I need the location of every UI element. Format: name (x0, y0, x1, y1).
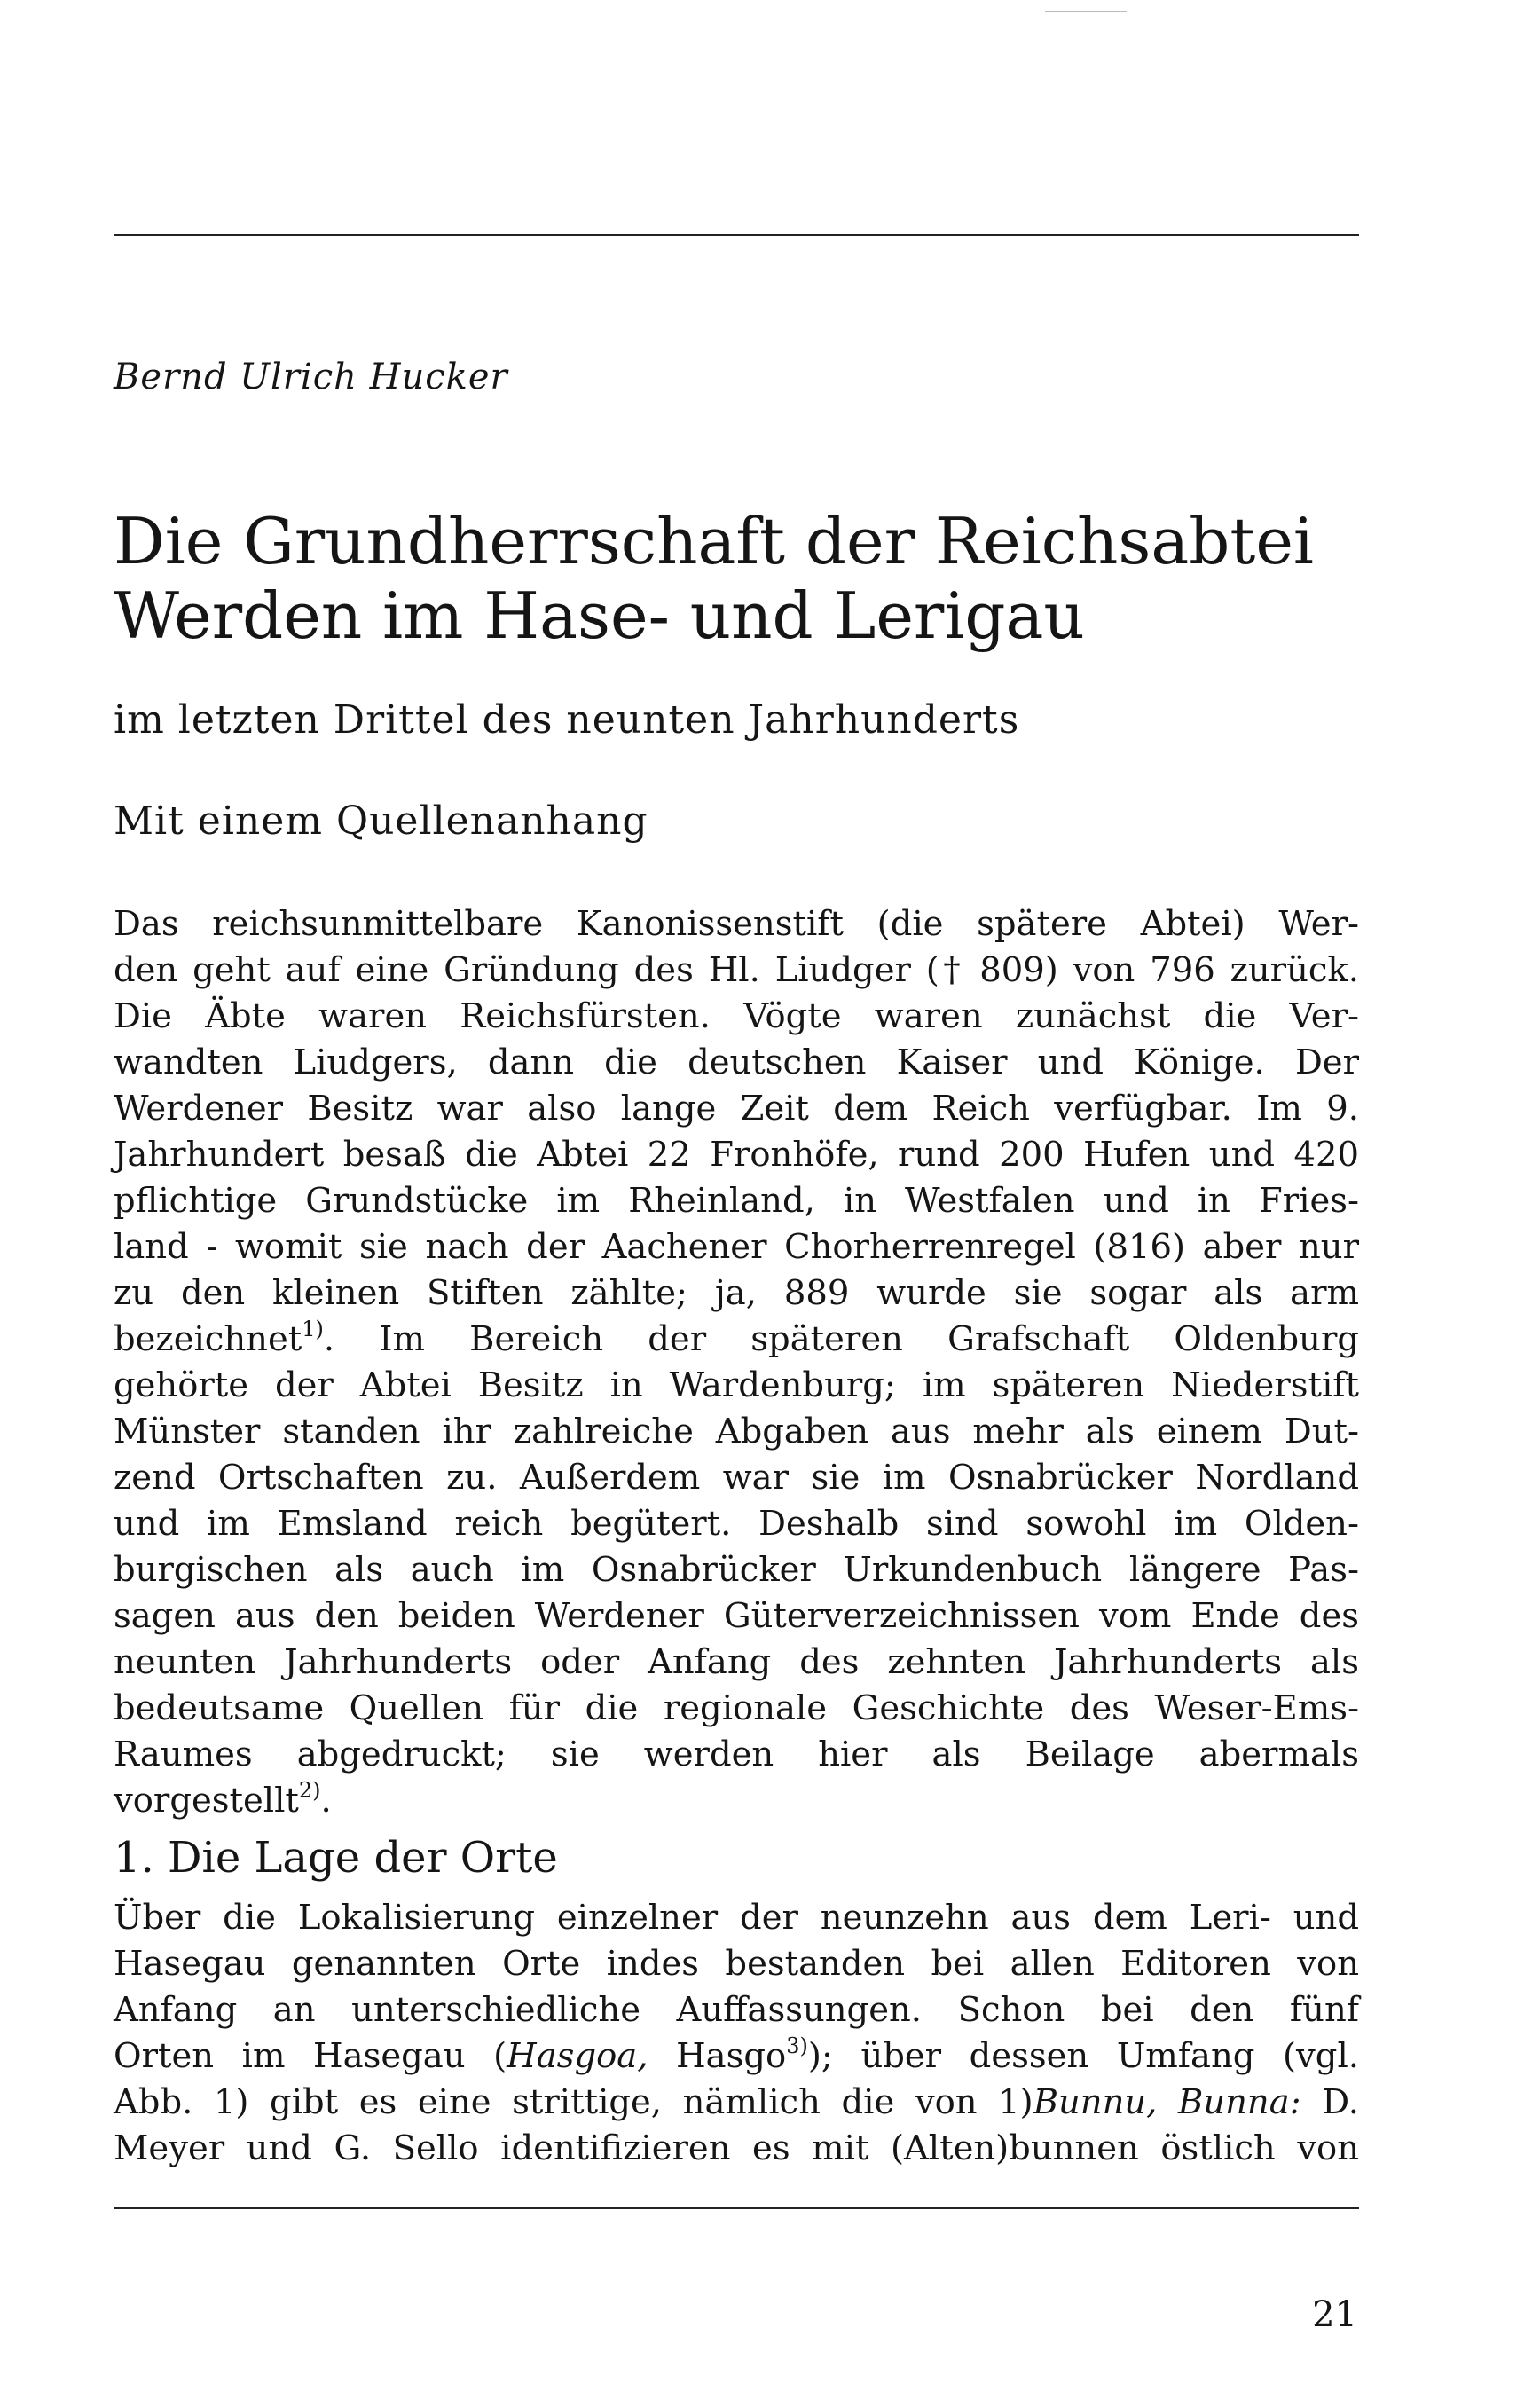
text-line: Das reichsunmittelbare Kanonissenstift (die spätere Abtei) Wer- (114, 904, 1359, 944)
text-run: . (320, 1781, 332, 1821)
text-line: Anfang an unterschiedliche Auffassungen. Schon bei den fünf (114, 1990, 1359, 2030)
text-run: Abb. 1) gibt es eine strittige, nämlich die von 1) (114, 2082, 1033, 2122)
section-heading: 1. Die Lage der Orte (114, 1833, 558, 1883)
text-run: bezeichnet (114, 1319, 302, 1359)
article-title (114, 504, 1391, 653)
text-line: Die Äbte waren Reichsfürsten. Vögte waren zunächst die Ver- (114, 996, 1359, 1036)
text-line (114, 1317, 1359, 1363)
text-line: zu den kleinen Stiften zählte; ja, 889 wurde sie sogar als arm (114, 1273, 1359, 1313)
italic-run: Bunnu, Bunna: (1033, 2082, 1301, 2122)
text-line: den geht auf eine Gründung des Hl. Liudger († 809) von 796 zurück. (114, 950, 1359, 990)
footnote-ref-2[interactable]: 2) (298, 1778, 321, 1803)
footnote-ref-3[interactable]: 3) (786, 2033, 808, 2058)
text-run: vorgestellt (114, 1781, 299, 1821)
text-line (114, 2080, 1359, 2126)
text-line (114, 2033, 1359, 2080)
text-line: Jahrhundert besaß die Abtei 22 Fronhöfe, rund 200 Hufen und 420 (114, 1135, 1359, 1175)
scan-mark (1045, 11, 1127, 12)
text-line: gehörte der Abtei Besitz in Wardenburg; im späteren Niederstift (114, 1365, 1359, 1405)
intro-paragraph (114, 901, 1359, 1824)
text-line: Münster standen ihr zahlreiche Abgaben aus mehr als einem Dut- (114, 1412, 1359, 1451)
title-line: Werden im Hase- und Lerigau (114, 578, 1085, 653)
top-rule (114, 234, 1359, 236)
text-line (114, 1778, 1359, 1824)
text-line: bedeutsame Quellen für die regionale Geschichte des Weser-Ems- (114, 1688, 1359, 1728)
text-run: Hasgo (648, 2036, 787, 2076)
text-line: burgischen als auch im Osnabrücker Urkundenbuch längere Pas- (114, 1550, 1359, 1590)
text-run: Orten im Hasegau ( (114, 2036, 507, 2076)
text-line: land - womit sie nach der Aachener Chorherrenregel (816) aber nur (114, 1227, 1359, 1267)
author-name: Bernd Ulrich Hucker (114, 357, 508, 397)
footnote-ref-1[interactable]: 1) (302, 1317, 324, 1341)
appendix-note: Mit einem Quellenanhang (114, 798, 648, 844)
italic-run: Hasgoa, (507, 2036, 648, 2076)
text-line: sagen aus den beiden Werdener Güterverzeichnissen vom Ende des (114, 1596, 1359, 1636)
text-run: D. (1300, 2082, 1359, 2122)
page-number: 21 (1312, 2294, 1357, 2335)
text-line: pflichtige Grundstücke im Rheinland, in Westfalen und in Fries- (114, 1181, 1359, 1221)
text-line: und im Emsland reich begütert. Deshalb sind sowohl im Olden- (114, 1504, 1359, 1544)
article-subtitle: im letzten Drittel des neunten Jahrhunderts (114, 697, 1020, 743)
text-line: Raumes abgedruckt; sie werden hier als Beilage abermals (114, 1734, 1359, 1774)
text-run: . Im Bereich der späteren Grafschaft Oldenburg (323, 1319, 1359, 1359)
text-line: Über die Lokalisierung einzelner der neunzehn aus dem Leri- und (114, 1898, 1359, 1938)
text-line: Werdener Besitz war also lange Zeit dem Reich verfügbar. Im 9. (114, 1089, 1359, 1129)
text-line: zend Ortschaften zu. Außerdem war sie im Osnabrücker Nordland (114, 1458, 1359, 1498)
text-line: Meyer und G. Sello identifizieren es mit (Alten)bunnen östlich von (114, 2128, 1359, 2168)
section-paragraph (114, 1895, 1359, 2172)
text-line: Hasegau genannten Orte indes bestanden bei allen Editoren von (114, 1944, 1359, 1984)
text-run: ); über dessen Umfang (vgl. (807, 2036, 1359, 2076)
text-line: neunten Jahrhunderts oder Anfang des zehnten Jahrhunderts als (114, 1642, 1359, 1682)
bottom-rule (114, 2207, 1359, 2209)
title-line: Die Grundherrschaft der Reichsabtei (114, 504, 1314, 578)
text-line: wandten Liudgers, dann die deutschen Kaiser und Könige. Der (114, 1042, 1359, 1082)
